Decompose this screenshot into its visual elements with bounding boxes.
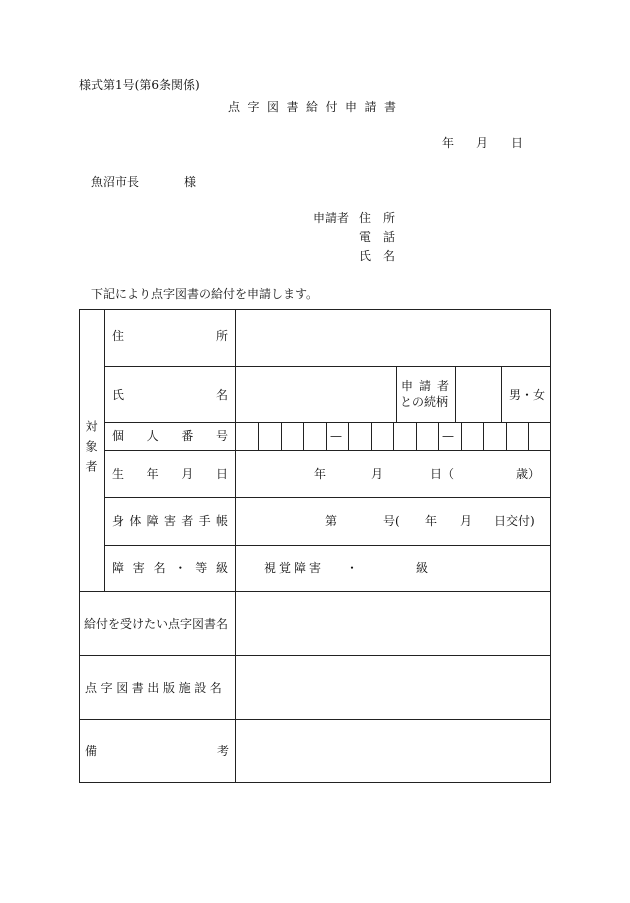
handbook-month: 月 xyxy=(460,514,473,528)
date-month-label: 月 xyxy=(476,136,489,150)
name-field[interactable] xyxy=(236,367,396,422)
number-box-divider xyxy=(483,422,484,450)
disability-name-text: 視覚障害 xyxy=(264,561,325,575)
birth-year-label: 年 xyxy=(314,467,327,481)
date-day-label: 日 xyxy=(511,136,524,150)
relation-left-divider xyxy=(396,366,397,423)
handbook-no-prefix: 第 xyxy=(325,514,338,528)
number-box-divider xyxy=(461,422,462,450)
intro-text: 下記により点字図書の給付を申請します。 xyxy=(91,287,319,301)
handbook-year: 年 xyxy=(425,514,438,528)
number-box-divider xyxy=(506,422,507,450)
remarks-field[interactable] xyxy=(236,720,550,782)
birth-month-label: 月 xyxy=(371,467,384,481)
row-divider xyxy=(104,450,551,451)
date-year-label: 年 xyxy=(442,136,455,150)
handbook-issued: 日交付) xyxy=(494,514,535,528)
birth-char: 日 xyxy=(215,467,228,481)
applicant-phone-label: 電 話 xyxy=(359,230,396,244)
number-box-divider xyxy=(528,422,529,450)
handbook-char: 者 xyxy=(181,514,194,528)
handbook-label xyxy=(112,515,228,527)
disability-label xyxy=(112,562,228,574)
name-label-text-2: 名 xyxy=(215,388,228,402)
my-number-dash: — xyxy=(442,429,454,443)
handbook-char: 障 xyxy=(146,514,159,528)
disability-char: 害 xyxy=(132,561,145,575)
my-number-char: 人 xyxy=(146,429,159,443)
target-person-label: 対象者 xyxy=(84,420,98,480)
handbook-char: 体 xyxy=(129,514,142,528)
disability-char: ・ xyxy=(174,561,187,575)
row-divider xyxy=(104,497,551,498)
name-label-text-1: 氏 xyxy=(112,388,125,402)
number-box-divider xyxy=(438,422,439,450)
number-box-divider xyxy=(348,422,349,450)
handbook-char: 帳 xyxy=(215,514,228,528)
remarks-label xyxy=(85,745,229,757)
birth-day-label: 日（ xyxy=(430,467,455,481)
handbook-char: 害 xyxy=(163,514,176,528)
disability-dot: ・ xyxy=(346,561,359,575)
disability-char: 障 xyxy=(112,561,125,575)
handbook-go: 号( xyxy=(383,514,400,528)
gender-selector[interactable]: 男・女 xyxy=(509,388,546,402)
handbook-char: 手 xyxy=(198,514,211,528)
birth-char: 月 xyxy=(181,467,194,481)
books-label: 給付を受けたい点字図書名 xyxy=(84,617,229,631)
relation-field[interactable] xyxy=(456,367,501,422)
number-box-divider xyxy=(326,422,327,450)
form-number: 様式第1号(第6条関係) xyxy=(79,78,200,92)
my-number-char: 個 xyxy=(112,429,125,443)
birth-char: 年 xyxy=(146,467,159,481)
disability-char: 級 xyxy=(215,561,228,575)
number-box-divider xyxy=(393,422,394,450)
applicant-name-label: 氏 名 xyxy=(359,249,396,263)
number-box-divider xyxy=(258,422,259,450)
my-number-char: 号 xyxy=(215,429,228,443)
gender-left-divider xyxy=(501,366,502,423)
address-field[interactable] xyxy=(236,310,550,366)
number-box-divider xyxy=(281,422,282,450)
number-box-divider xyxy=(303,422,304,450)
remarks-char: 備 xyxy=(85,744,98,758)
my-number-label xyxy=(112,430,228,442)
number-box-divider xyxy=(371,422,372,450)
number-box-divider xyxy=(416,422,417,450)
addressee: 魚沼市長 xyxy=(91,175,140,189)
birth-char: 生 xyxy=(112,467,125,481)
my-number-char: 番 xyxy=(181,429,194,443)
my-number-dash: — xyxy=(330,429,342,443)
addressee-honorific: 様 xyxy=(184,175,197,189)
row-divider xyxy=(104,545,551,546)
publisher-label: 点字図書出版施設名 xyxy=(85,681,226,695)
disability-char: 等 xyxy=(195,561,208,575)
address-label xyxy=(112,330,228,342)
books-field[interactable] xyxy=(236,592,550,655)
name-label xyxy=(112,389,228,401)
birth-label xyxy=(112,468,228,480)
form-title: 点字図書給付申請書 xyxy=(228,100,404,114)
address-label-text-2: 所 xyxy=(215,329,228,343)
birth-age-label: 歳） xyxy=(516,467,541,481)
relation-label-line1: 申請者 xyxy=(401,379,456,393)
publisher-field[interactable] xyxy=(236,656,550,719)
remarks-char: 考 xyxy=(216,744,229,758)
address-label-text-1: 住 xyxy=(112,329,125,343)
disability-char: 名 xyxy=(153,561,166,575)
relation-label-line2: との続柄 xyxy=(400,395,449,409)
handbook-char: 身 xyxy=(112,514,125,528)
applicant-label: 申請者 xyxy=(313,211,350,225)
applicant-address-label: 住 所 xyxy=(359,211,396,225)
disability-grade: 級 xyxy=(416,561,429,575)
